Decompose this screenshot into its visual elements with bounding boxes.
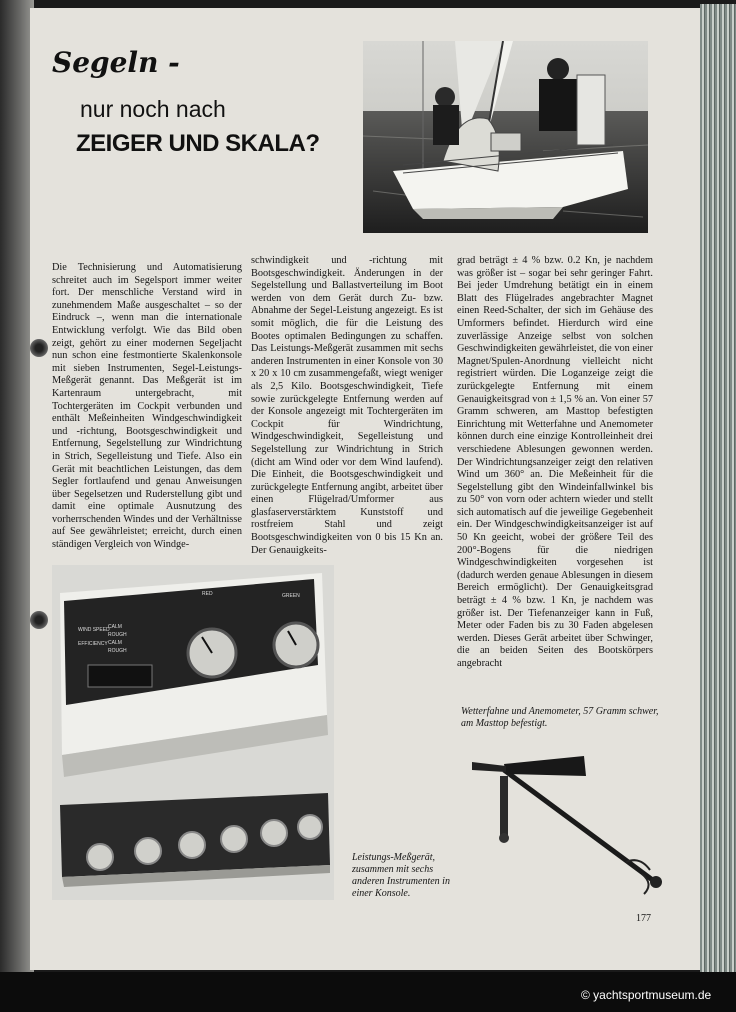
- page-number: 177: [636, 913, 651, 924]
- label-rough-1: ROUGH: [108, 632, 127, 638]
- binder-hole: [30, 339, 48, 357]
- label-green: GREEN: [282, 593, 300, 599]
- label-wind-speed: WIND SPEED: [78, 627, 110, 633]
- wind-vane-photo: [466, 742, 678, 897]
- label-efficiency: EFFICIENCY: [78, 641, 108, 647]
- label-calm-2: CALM: [108, 640, 122, 646]
- headline-segeln: Segeln -: [52, 46, 180, 79]
- article-column-3: grad beträgt ± 4 % bzw. 0.2 Kn, je nachdem was größer ist – sogar bei sehr geringer Fahrt. Bei jeder Umdrehung betätigt ein in einem Blatt des Flügelrades angebrachter Magnet einen Reed-Schalter, der sich im Gehäuse des Umformers befindet. Hierdurch wird eine zuverlässige Anzeige selbst von solchen Geschwindigkeiten gewährleistet, die von einer Magnet/Spulen-Anordnung vielleicht nicht registriert würden. Die Loganzeige zeigt die zurückgelegte Entfernung mit einem Genauigkeitsgrad von ± 1,5 % an. Von einer 57 Gramm schweren, am Masttop befestigten Einrichtung mit Wetterfahne und Anemometer können durch eine einzige Kontrolleinheit drei verschiedene Ablesungen gewonnen werden. Der Windrichtungsanzeiger zeigt den relativen Wind um 360° an. Die Meßeinheit für die Segelstellung gibt den Windeinfallwinkel bis zu 50° von vorn oder achtern wieder und stellt sich automatisch auf die jeweilige Gegebenheit ein. Der Windgeschwindigkeitsanzeiger ist auf 50 Kn geeicht, wobei der größere Teil des 200°-Bogens für die niedrigen Windgeschwindigkeiten vorgesehen ist (dadurch werden genaue Ablesungen in diesem Bereich ermöglicht). Der Genauigkeitsgrad beträgt ± 4 % bzw. 1 Kn, je nachdem was größer ist. Der Tiefenanzeiger kann in Fuß, Meter oder Faden bis zu 30 Faden abgelesen werden. Dieses Gerät arbeitet über Schwinger, die an beiden Seiten des Bootskörpers angebracht: [457, 255, 653, 669]
- sailboat-photo: [363, 41, 648, 233]
- headline-subtitle: nur noch nach: [80, 96, 226, 122]
- label-rough-2: ROUGH: [108, 648, 127, 654]
- label-red: RED: [202, 591, 213, 597]
- article-column-2: schwindigkeit und -richtung mit Bootsgeschwindigkeit. Änderungen in der Segelstellung und Ballastverteilung im Boot werden von dem Gerät durch Zu- bzw. Abnahme der Segel-Leistung angezeigt. Es ist somit möglich, die für die Leistung des Bootes optimalen Bedingungen zu schaffen. Das Leistungs-Meßgerät zusammen mit sechs anderen Instrumenten in einer Konsole von 30 x 20 x 10 cm zusammengefaßt, wiegt weniger als 2,5 Kilo. Bootsgeschwindigkeit, Tiefe sowie zurückgelegte Entfernung werden auf der Konsole angezeigt mit Tochtergeräten im Cockpit für Windrichtung, Windgeschwindigkeit, Segelleistung und Segelstellung zur Windrichtung in Strich (dicht am Wind oder vor dem Wind laufend). Die Einheit, die Bootsgeschwindigkeit und zurückgelegte Entfernung angibt, arbeitet über einen Flügelrad/Umformer aus glasfaserverstärktem Kunststoff und rostfreiem Stahl und zeigt Bootsgeschwindigkeiten von 0 bis 15 Kn an. Der Genauigkeits-: [251, 255, 443, 556]
- binder-hole: [30, 611, 48, 629]
- article-column-1: Die Technisierung und Automatisierung schreitet auch im Segelsport immer weiter fort. Der menschliche Verstand wird in zunehmendem Maße ausgeschaltet – so der Eindruck –, wenn man die internationale Entwicklung verfolgt. Wie das Bild oben zeigt, gehört zu einer modernen Segeljacht nun schon eine festmontierte Skalenkonsole mit sieben Instrumenten, Segel-Leistungs-Meßgerät genannt. Das Meßgerät ist im Kartenraum untergebracht, mit Tochtergeräten im Cockpit verbunden und enthält Meßeinheiten Windgeschwindigkeit und -richtung, Bootsgeschwindigkeit und Entfernung, Segelstellung zur Windrichtung in Strich, Segelleistung und Tiefe. Also ein Gerät mit beachtlichen Leistungen, das dem Segler fortlaufend und genau Anweisungen über Segelsetzen und Ruderstellung gibt und damit eine optimale Ausnutzung des vorherrschenden Windes und der Verhältnisse auf See gewährleistet; erreicht, durch einen ständigen Vergleich von Windge-: [52, 262, 242, 551]
- instrument-console-photo: [52, 565, 334, 900]
- caption-wind-vane: Wetterfahne und Anemometer, 57 Gramm schwer, am Masttop befestigt.: [461, 706, 659, 729]
- caption-console: Leistungs-Meßgerät, zusammen mit sechs anderen Instrumenten in einer Konsole.: [352, 852, 450, 899]
- headline-main: ZEIGER UND SKALA?: [76, 130, 320, 157]
- watermark: © yachtsportmuseum.de: [581, 988, 712, 1002]
- label-calm-1: CALM: [108, 624, 122, 630]
- page-stack-edge: [700, 4, 736, 972]
- book-spine-left: [0, 0, 34, 975]
